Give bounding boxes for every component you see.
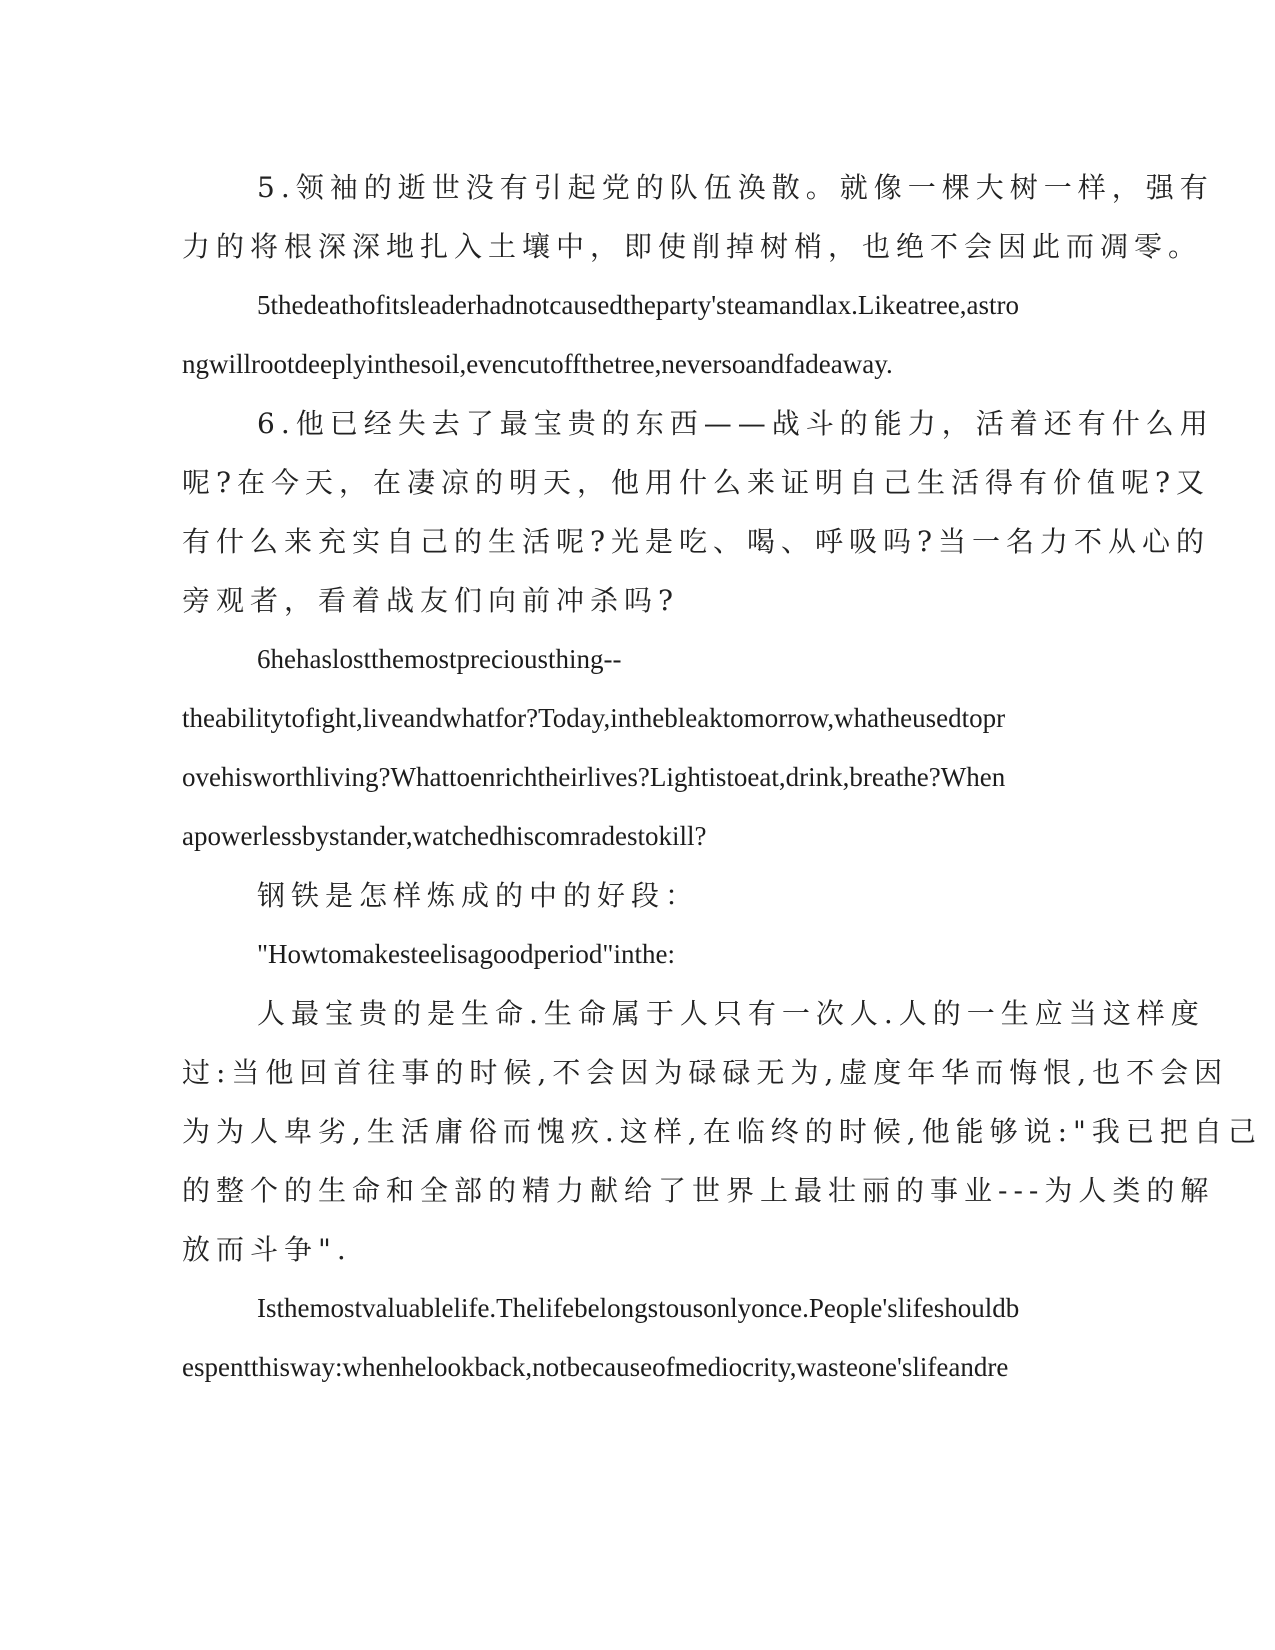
- text-line: ovehisworthliving?Whattoenrichtheirlives?Lightistoeat,drink,breathe?When: [182, 762, 1006, 792]
- text-line: espentthisway:whenhelookback,notbecauseofmediocrity,wasteone'slifeandre: [182, 1352, 1009, 1382]
- text-line: 为为人卑劣,生活庸俗而愧疚.这样,在临终的时候,他能够说:"我已把自己: [182, 1115, 1262, 1148]
- text-line: theabilitytofight,liveandwhatfor?Today,inthebleaktomorrow,whatheusedtopr: [182, 703, 1006, 733]
- text-line: Isthemostvaluablelife.Thelifebelongstousonlyonce.People'slifeshouldb: [257, 1293, 1020, 1323]
- document-body: [182, 158, 1262, 1397]
- text-line: 6.他已经失去了最宝贵的东西——战斗的能力，活着还有什么用: [257, 407, 1214, 440]
- text-line: 6hehaslostthemostpreciousthing--: [257, 644, 622, 674]
- text-line: 放而斗争".: [182, 1233, 352, 1266]
- text-line: 钢铁是怎样炼成的中的好段：: [257, 879, 700, 912]
- text-line: ngwillrootdeeplyinthesoil,evencutoffthetree,neversoandfadeaway.: [182, 349, 893, 379]
- text-line: apowerlessbystander,watchedhiscomradestokill?: [182, 821, 707, 851]
- text-line: "Howtomakesteelisagoodperiod"inthe:: [257, 939, 675, 969]
- text-line: 5thedeathofitsleaderhadnotcausedtheparty'steamandlax.Likeatree,astro: [257, 290, 1020, 320]
- text-line: 过:当他回首往事的时候,不会因为碌碌无为,虚度年华而悔恨,也不会因: [182, 1056, 1229, 1089]
- text-line: 呢?在今天，在凄凉的明天，他用什么来证明自己生活得有价值呢?又: [182, 466, 1211, 499]
- text-line: 力的将根深深地扎入土壤中，即使削掉树梢，也绝不会因此而凋零。: [182, 230, 1203, 263]
- text-line: 旁观者，看着战友们向前冲杀吗?: [182, 584, 680, 617]
- text-line: 有什么来充实自己的生活呢?光是吃、喝、呼吸吗?当一名力不从心的: [182, 525, 1211, 558]
- text-line: 的整个的生命和全部的精力献给了世界上最壮丽的事业---为人类的解: [182, 1174, 1215, 1207]
- text-line: 人最宝贵的是生命.生命属于人只有一次人.人的一生应当这样度: [257, 997, 1205, 1030]
- text-line: 5.领袖的逝世没有引起党的队伍涣散。就像一棵大树一样，强有: [257, 171, 1214, 204]
